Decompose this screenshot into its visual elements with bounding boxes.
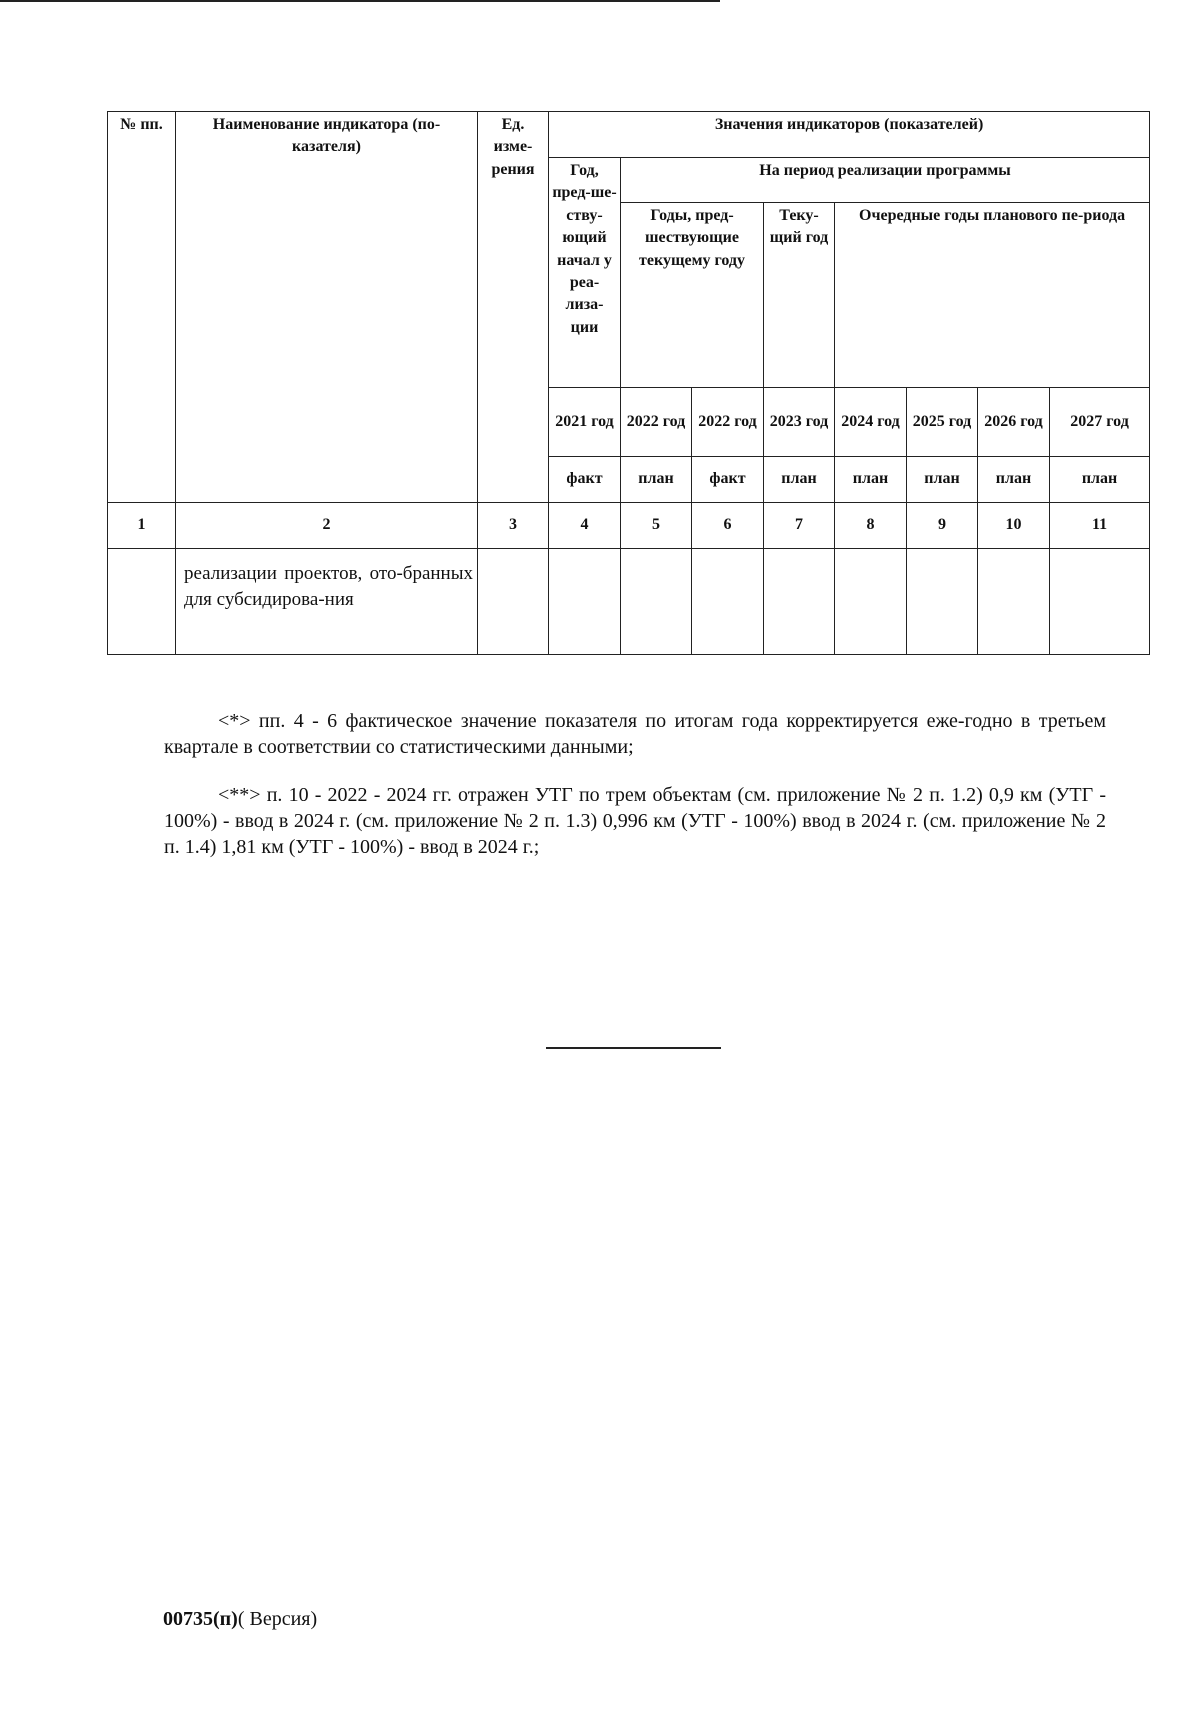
row-number-cell	[108, 549, 176, 655]
header-unit: Ед. изме-рения	[478, 112, 549, 503]
header-years-before: Годы, пред-шествующие текущему году	[621, 203, 764, 388]
row-cell	[764, 549, 835, 655]
year-cell: 2022 год	[692, 388, 764, 457]
year-cell: 2027 год	[1050, 388, 1150, 457]
kind-cell: план	[907, 457, 978, 503]
column-number: 9	[907, 503, 978, 549]
footnote-2	[164, 782, 1106, 860]
column-number: 11	[1050, 503, 1150, 549]
row-cell	[549, 549, 621, 655]
column-number: 1	[108, 503, 176, 549]
document-code: 00735(п)	[163, 1608, 238, 1630]
column-number: 3	[478, 503, 549, 549]
table-row	[108, 549, 1150, 655]
column-number: 6	[692, 503, 764, 549]
footnote-1	[164, 708, 1106, 760]
year-cell: 2022 год	[621, 388, 692, 457]
header-program-period: На период реализации программы	[621, 158, 1150, 203]
column-number: 10	[978, 503, 1050, 549]
kind-cell: план	[1050, 457, 1150, 503]
column-number: 7	[764, 503, 835, 549]
document-version	[163, 1608, 317, 1631]
kind-cell: план	[978, 457, 1050, 503]
kind-cell: план	[764, 457, 835, 503]
row-cell	[835, 549, 907, 655]
kind-cell: факт	[692, 457, 764, 503]
row-indicator-name: реализации проектов, ото-бранных для субсидирова-ния	[176, 549, 478, 655]
kind-cell: план	[621, 457, 692, 503]
column-number: 8	[835, 503, 907, 549]
separator-line	[546, 1047, 721, 1049]
footnote-1-text: <*> пп. 4 - 6 фактическое значение показателя по итогам года корректируется еже-годно в третьем квартале в соответствии со статистическими данными;	[164, 710, 1106, 758]
row-cell	[621, 549, 692, 655]
column-number: 4	[549, 503, 621, 549]
row-cell	[907, 549, 978, 655]
row-cell	[1050, 549, 1150, 655]
row-cell	[692, 549, 764, 655]
top-edge-line	[0, 0, 720, 2]
header-indicator-values: Значения индикаторов (показателей)	[549, 112, 1150, 158]
version-label: ( Версия)	[237, 1608, 318, 1630]
row-cell	[978, 549, 1050, 655]
kind-cell: план	[835, 457, 907, 503]
column-number: 5	[621, 503, 692, 549]
column-number: 2	[176, 503, 478, 549]
header-number: № пп.	[108, 112, 176, 503]
header-prev-year: Год, пред-ше-ству-ющий начал у реа-лиза-ции	[549, 158, 621, 388]
row-cell	[478, 549, 549, 655]
header-current-year: Теку-щий год	[764, 203, 835, 388]
indicators-table	[107, 111, 1150, 655]
year-cell: 2021 год	[549, 388, 621, 457]
footnote-2-text: <**> п. 10 - 2022 - 2024 гг. отражен УТГ по трем объектам (см. приложение № 2 п. 1.2) 0,9 км (УТГ - 100%) - ввод в 2024 г. (см. приложение № 2 п. 1.3) 0,996 км (УТГ - 100%) ввод в 2024 г. (см. приложение № 2 п. 1.4) 1,81 км (УТГ - 100%) - ввод в 2024 г.;	[164, 784, 1106, 858]
year-cell: 2025 год	[907, 388, 978, 457]
year-cell: 2023 год	[764, 388, 835, 457]
header-next-years: Очередные годы планового пе-риода	[835, 203, 1150, 388]
header-indicator-name: Наименование индикатора (по-казателя)	[176, 112, 478, 503]
year-cell: 2024 год	[835, 388, 907, 457]
kind-cell: факт	[549, 457, 621, 503]
year-cell: 2026 год	[978, 388, 1050, 457]
